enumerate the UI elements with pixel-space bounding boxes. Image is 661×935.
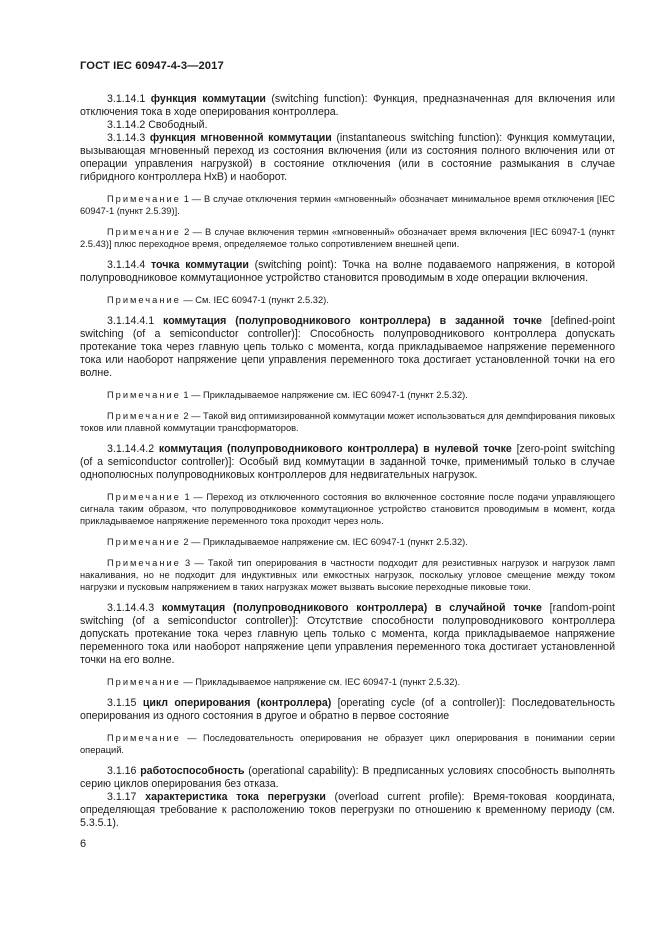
note-text: — Переход из отключенного состояния во включенное состояние после подачи управляющего сигнала таким образом, что полупроводниковое коммутационное устройство становится проводимым в момент, когда прикладываемое напряжение переменного тока проходит через ноль. [80,492,615,526]
clause-text: (operational capability): В предписанных условиях способность выполнять серию циклов оперирования без отказа. [80,765,615,790]
clause-number: 3.1.14.4.1 [107,315,155,327]
page-number: 6 [80,838,87,850]
clause-3-1-16 [80,765,615,791]
clause-3-1-14-3 [80,132,615,184]
note [80,294,615,306]
clause-3-1-14-2: 3.1.14.2 Свободный. [107,119,208,131]
note-text: — Такой вид оптимизированной коммутации может использоваться для демпфирования пиковых токов или плавной коммутации трансформаторов. [80,411,615,433]
note-number: 3 [185,558,191,568]
clause-number: 3.1.14.4.2 [107,443,155,455]
clause-number: 3.1.17 [107,791,137,803]
standard-header: ГОСТ IEC 60947-4-3—2017 [80,60,224,72]
clause-text: [zero-point switching (of a semiconductor controller)]: Особый вид коммутации в заданной точке, применимый только в случае однополюсных полупроводниковых контроллеров для недвигательных нагрузок. [80,443,616,481]
clause-term: функция мгновенной коммутации [149,132,332,144]
note-text: — Прикладываемое напряжение см. IEC 60947-1 (пункт 2.5.32). [183,677,461,687]
clause-text: (instantaneous switching function): Функция коммутации, вызывающая мгновенный переход из состояния включения (или из состояния полного включения или от операции управления нагрузкой) в состояние отключения (или в состояние размыкания в случае гибридного контроллера НхВ) и наоборот. [80,132,615,183]
note-label: Примечание [107,390,181,400]
note-label: Примечание [107,295,181,305]
clause-term: работоспособность [140,765,245,777]
note-label: Примечание [107,677,181,687]
clause-text: (overload current profile): Время-токовая координата, определяющая требование к расположению токов перегрузки по отношению к временному периоду (см. 5.3.5.1). [80,791,615,829]
note-number: 1 [183,194,189,204]
clause-term: функция коммутации [150,93,266,105]
note [80,676,615,688]
document-body [80,93,615,830]
clause-term: коммутация (полупроводникового контроллера) в заданной точке [163,315,542,327]
note-label: Примечание [107,492,181,502]
clause-number: 3.1.14.3 [107,132,146,144]
note-text: — Прикладываемое напряжение см. IEC 60947-1 (пункт 2.5.32). [188,390,468,400]
clause-3-1-14-1 [80,93,615,119]
clause-number: 3.1.14.1 [107,93,146,105]
note-number: 2 [184,227,190,237]
clause-term: коммутация (полупроводникового контроллера) в нулевой точке [158,443,512,455]
clause-term: цикл оперирования (контроллера) [142,697,332,709]
note-label: Примечание [107,537,181,547]
clause-number: 3.1.14.4.3 [107,602,155,614]
clause-3-1-14-4-3 [80,602,615,667]
note-number: 2 [183,411,189,421]
note-text: — Последовательность оперирования не образует цикл оперирования в понимании серии операций. [80,733,615,755]
clause-3-1-14-4 [80,259,615,285]
note [80,732,615,756]
note-label: Примечание [107,411,181,421]
note-number: 2 [183,537,189,547]
note [80,389,615,401]
clause-term: характеристика тока перегрузки [145,791,326,803]
note-label: Примечание [107,227,181,237]
note-text: — См. IEC 60947-1 (пункт 2.5.32). [183,295,329,305]
note [80,410,615,434]
clause-3-1-14-4-1 [80,315,615,380]
clause-text: [operating cycle (of a controller)]: Последовательность оперирования из одного состояния в другое и обратно в первое состояние [80,697,616,722]
note-label: Примечание [107,194,181,204]
note [80,557,615,593]
note-number: 1 [184,492,190,502]
clause-text: [random-point switching (of a semiconductor controller)]: Отсутствие способности полупроводникового контроллера допускать протекание тока через главную цепь только с момента, когда прикладываемое напряжение переменного тока или наоборот напряжение цепи управления переменного тока достигает установленной точки на его волне. [80,602,615,666]
note-text: — В случае отключения термин «мгновенный» обозначает минимальное время отключения [IEC 60947-1 (пункт 2.5.39)]. [80,194,615,216]
clause-text: (switching point): Точка на волне подаваемого напряжения, в которой полупроводниковое коммутационное устройство становится проводимым в ходе операции включения. [80,259,616,284]
clause-text: [defined-point switching (of a semiconductor controller)]: Способность полупроводникового контроллера допускать протекание тока через главную цепь только с момента, когда прикладываемое напряжение переменного тока или наоборот напряжение цепи управления переменного тока достигает установленной точки на его волне. [80,315,615,379]
clause-number: 3.1.15 [107,697,137,709]
clause-number: 3.1.14.4 [107,259,146,271]
note-text: — Прикладываемое напряжение см. IEC 60947-1 (пункт 2.5.32). [188,537,468,547]
clause-term: точка коммутации [150,259,249,271]
clause-number: 3.1.16 [107,765,137,777]
clause-3-1-17 [80,791,615,830]
clause-3-1-15 [80,697,615,723]
clause-3-1-14-4-2 [80,443,615,482]
note-label: Примечание [107,733,181,743]
note-text: — В случае включения термин «мгновенный» обозначает время включения [IEC 60947-1 (пункт 2.5.43)] плюс переходное время, определяемое только сопротивлением внешней цепи. [80,227,615,249]
note [80,193,615,217]
note-label: Примечание [107,558,181,568]
clause-text: (switching function): Функция, предназначенная для включения или отключения тока в ходе оперирования контроллера. [80,93,615,118]
note [80,536,615,548]
clause-term: коммутация (полупроводникового контроллера) в случайной точке [161,602,542,614]
note-text: — Такой тип оперирования в частности подходит для резистивных нагрузок и нагрузок ламп накаливания, но не подходит для индуктивных или емкостных нагрузок, поскольку угловое смещение между током нагрузки и пусковым напряжением в таких нагрузках может вызвать высокие переходные пиковые токи. [80,558,615,592]
note [80,491,615,527]
note [80,226,615,250]
note-number: 1 [183,390,189,400]
